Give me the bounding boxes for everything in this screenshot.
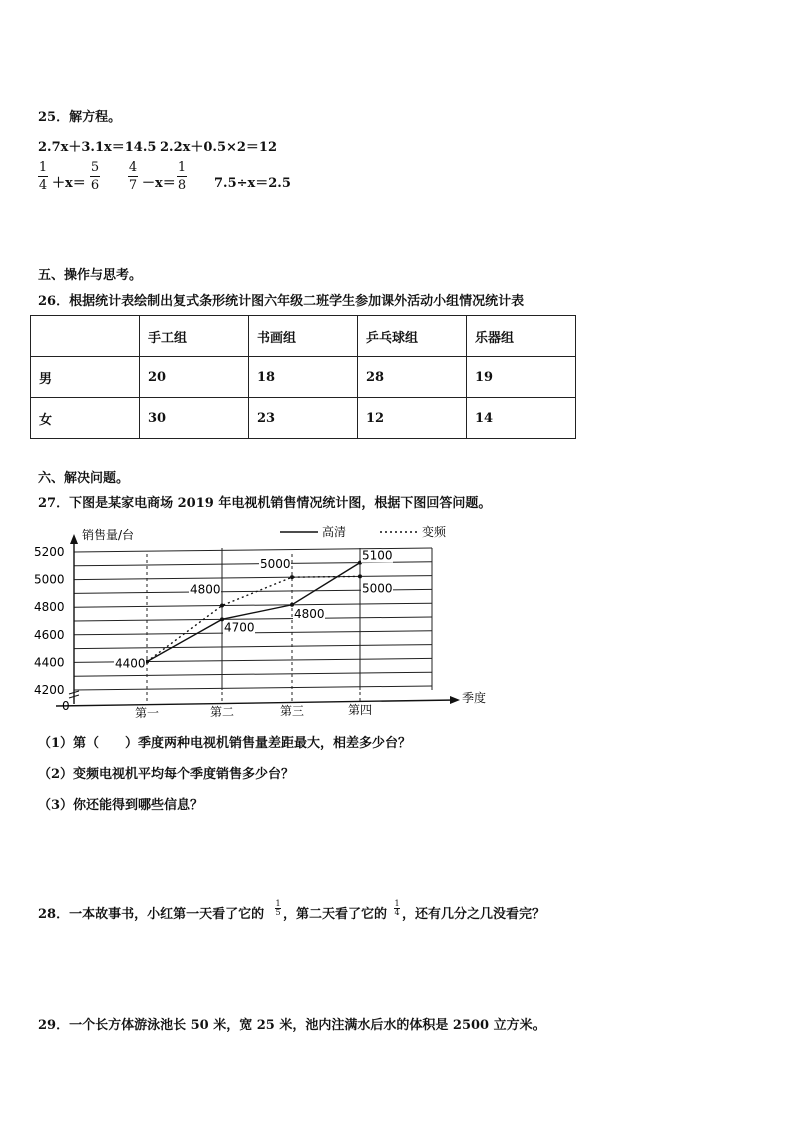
- x-axis-label: 季度: [462, 691, 487, 705]
- x-axis: [56, 700, 456, 706]
- q28-text-c: ，还有几分之几没看完？: [402, 907, 546, 922]
- q27-subquestion-2: （2）变频电视机平均每个季度销售多少台？: [38, 767, 295, 782]
- table-header-cell: 乐器组: [467, 316, 576, 357]
- q27-subquestion-3: （3）你还能得到哪些信息？: [38, 798, 204, 813]
- equation-1: 2.7x＋3.1x＝14.5: [38, 140, 157, 155]
- table-cell: 23: [249, 398, 358, 439]
- grid-line: [74, 645, 432, 649]
- section-5-heading: 五、操作与思考。: [38, 268, 143, 283]
- y-tick-label: 4200: [34, 683, 65, 697]
- x-tick-label: 第一: [134, 706, 160, 720]
- q29-text: 29．一个长方体游泳池长 50 米，宽 25 米，池内注满水后水的体积是 2500 立方米。: [38, 1018, 546, 1033]
- table-cell: 19: [467, 357, 576, 398]
- table-header-cell: [31, 316, 140, 357]
- eq4-fraction-1: 4 7: [128, 160, 138, 193]
- data-label: 4800: [190, 582, 221, 597]
- q28-fraction-1: 1 5: [275, 899, 281, 917]
- y-axis-arrow: [70, 534, 78, 544]
- eq4-middle: －x＝: [142, 176, 176, 191]
- table-cell: 20: [140, 357, 249, 398]
- table-cell: 女: [31, 398, 140, 439]
- data-point: [220, 604, 224, 608]
- grid-line: [74, 686, 432, 690]
- y-axis-label: 销售量/台: [82, 528, 135, 542]
- eq3-middle: ＋x＝: [52, 176, 86, 191]
- grid-line: [74, 603, 432, 607]
- data-point: [290, 575, 294, 579]
- y-tick-label: 5000: [34, 572, 65, 587]
- eq3-fraction-1: 1 4: [38, 160, 48, 193]
- table-header-cell: 手工组: [140, 316, 249, 357]
- legend-label: 变频: [422, 525, 447, 539]
- table-header-cell: 书画组: [249, 316, 358, 357]
- table-cell: 30: [140, 398, 249, 439]
- chart-series: [145, 561, 362, 664]
- q26-title: 26．根据统计表绘制出复式条形统计图六年级二班学生参加课外活动小组情况统计表: [38, 294, 525, 309]
- y-tick-label: 5200: [34, 545, 65, 559]
- data-label: 5000: [362, 581, 393, 596]
- q27-title: 27．下图是某家电商场 2019 年电视机销售情况统计图，根据下图回答问题。: [38, 496, 492, 511]
- q28-text-b: ，第二天看了它的: [283, 907, 388, 922]
- q28-fraction-2: 1 4: [394, 899, 400, 917]
- table-header-row: [31, 316, 576, 357]
- equation-2: 2.2x＋0.5×2＝12: [160, 140, 278, 155]
- table-header-cell: 乒乓球组: [358, 316, 467, 357]
- table-cell: 男: [31, 357, 140, 398]
- chart-axes: [34, 527, 486, 720]
- activity-stats-table: [30, 315, 576, 439]
- data-label: 4800: [294, 606, 325, 621]
- legend-label: 高清: [322, 525, 347, 539]
- x-tick-label: 第四: [347, 703, 373, 717]
- table-cell: 12: [358, 398, 467, 439]
- q28-text-a: 28．一本故事书，小红第一天看了它的: [38, 907, 265, 922]
- eq3-fraction-2: 5 6: [90, 160, 100, 193]
- data-point: [358, 574, 362, 578]
- x-tick-label: 第二: [209, 705, 235, 719]
- tv-sales-line-chart: [30, 522, 500, 722]
- data-label: 4400: [115, 656, 146, 671]
- chart-legend: [280, 524, 447, 539]
- eq4-fraction-2: 1 8: [177, 160, 187, 193]
- origin-label: 0: [62, 699, 70, 713]
- table-cell: 18: [249, 357, 358, 398]
- grid-line: [74, 672, 432, 676]
- data-label: 4700: [224, 620, 255, 635]
- table-cell: 28: [358, 357, 467, 398]
- x-tick-label: 第三: [279, 704, 305, 718]
- q27-subquestion-1: （1）第（ ）季度两种电视机销售量差距最大，相差多少台？: [38, 736, 412, 751]
- x-axis-arrow: [450, 696, 460, 704]
- table-row: [31, 357, 576, 398]
- q25-title: 25．解方程。: [38, 110, 122, 125]
- table-cell: 14: [467, 398, 576, 439]
- chart-labels: [114, 549, 393, 671]
- table-row: [31, 398, 576, 439]
- section-6-heading: 六、解决问题。: [38, 471, 130, 486]
- data-label: 5100: [362, 548, 393, 563]
- grid-line: [74, 576, 432, 580]
- y-tick-label: 4400: [34, 655, 65, 670]
- data-label: 5000: [260, 557, 291, 572]
- y-tick-label: 4800: [34, 600, 65, 615]
- y-tick-label: 4600: [34, 627, 65, 642]
- equation-5: 7.5÷x＝2.5: [214, 176, 291, 191]
